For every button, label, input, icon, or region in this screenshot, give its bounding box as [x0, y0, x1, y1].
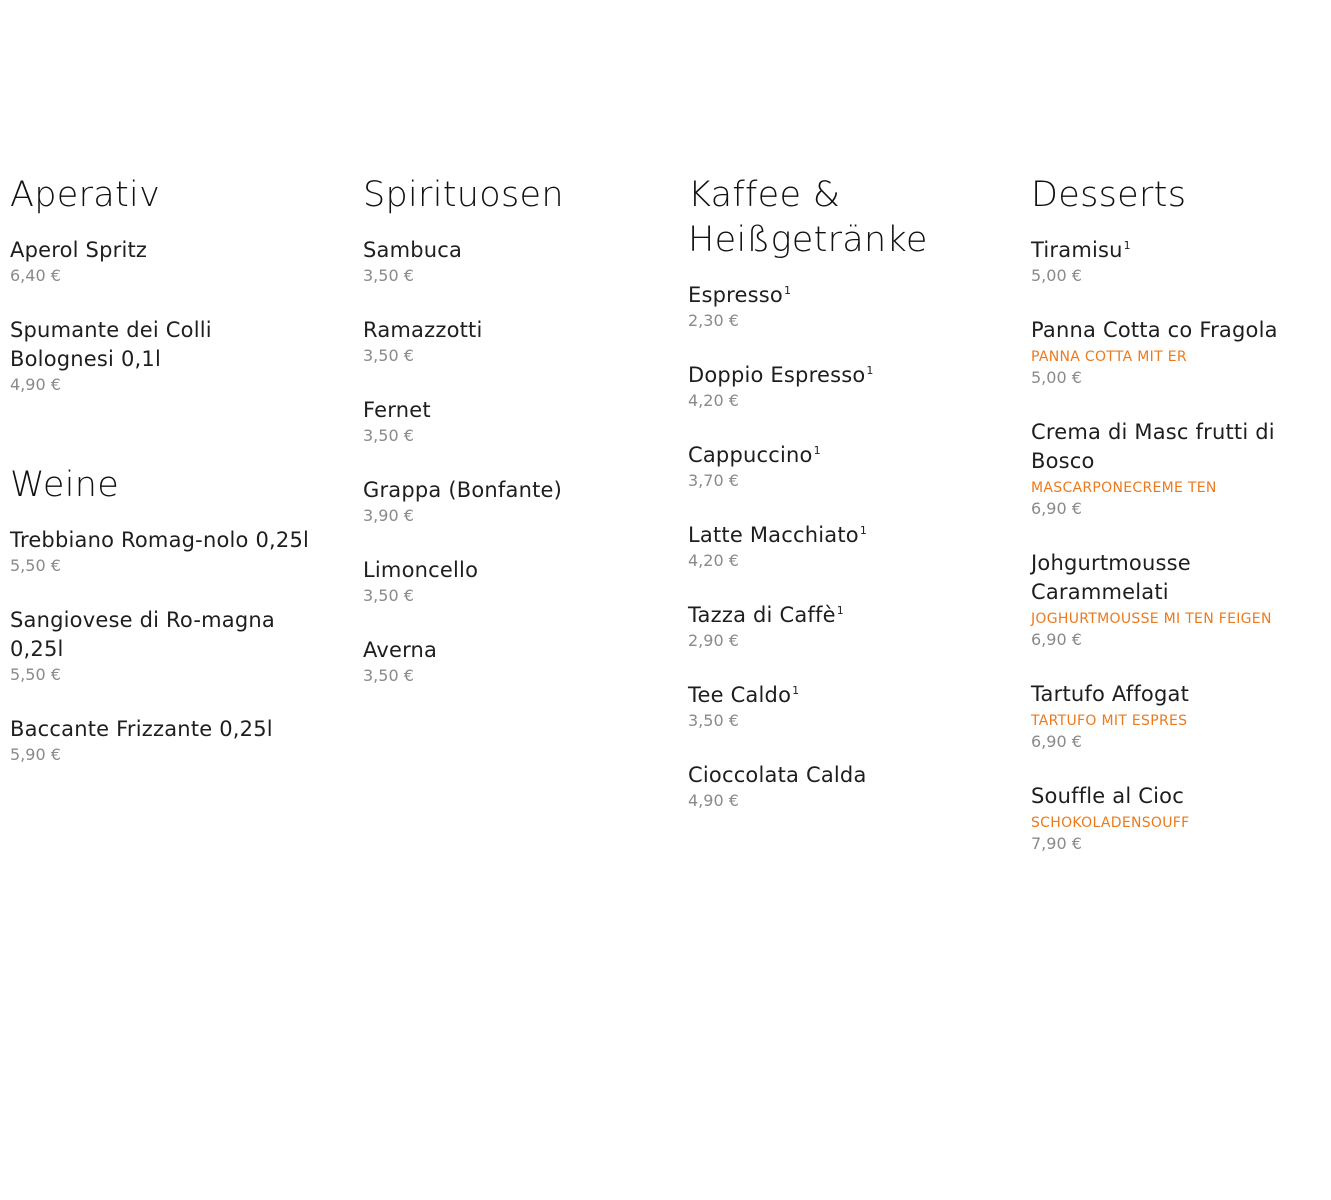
- menu-item: [688, 761, 988, 811]
- menu-item-price: 4,20 €: [688, 551, 739, 570]
- menu-item-name-text: Spumante dei Colli Bolognesi 0,1l: [10, 318, 212, 371]
- menu-item-price: 3,70 €: [688, 471, 739, 490]
- menu-item-name-text: Tazza di Caffè: [688, 603, 836, 627]
- section-desserts: [1031, 173, 1331, 854]
- menu-item: [1031, 782, 1331, 854]
- menu-item-name: [688, 281, 988, 310]
- menu-item: [688, 281, 988, 331]
- menu-item-name: [10, 316, 310, 374]
- menu-item-name: [688, 441, 988, 470]
- menu-item: [10, 236, 310, 286]
- menu-item-price: 3,50 €: [363, 666, 414, 685]
- menu-item-name: [10, 715, 310, 744]
- menu-item-description: JOGHURTMOUSSE MI TEN FEIGEN: [1031, 611, 1272, 627]
- menu-item: [363, 236, 653, 286]
- menu-item: [688, 361, 988, 411]
- menu-item-price: 3,50 €: [363, 586, 414, 605]
- menu-item-price: 3,50 €: [363, 426, 414, 445]
- menu-item-name: [10, 526, 310, 555]
- menu-item-price: 5,50 €: [10, 665, 61, 684]
- menu-items-kaffee: [688, 281, 988, 811]
- allergen-footnote-marker: 1: [813, 444, 821, 457]
- menu-item: [1031, 418, 1331, 519]
- menu-item-price: 2,30 €: [688, 311, 739, 330]
- column-spirituosen: [363, 173, 653, 716]
- menu-item-description: SCHOKOLADENSOUFF: [1031, 815, 1190, 831]
- section-title-kaffee: Kaffee & Heißgetränke: [688, 175, 928, 260]
- allergen-footnote-marker: 1: [836, 604, 844, 617]
- section-title-spirituosen: Spirituosen: [363, 175, 564, 215]
- allergen-footnote-marker: 1: [1123, 239, 1131, 252]
- menu-item-name: [688, 761, 988, 790]
- menu-item: [10, 715, 310, 765]
- menu-item: [1031, 316, 1331, 388]
- menu-item-name-text: Averna: [363, 638, 438, 662]
- menu-item-price: 5,00 €: [1031, 266, 1082, 285]
- menu-item-name-text: Sangiovese di Ro-magna 0,25l: [10, 608, 275, 661]
- menu-item: [10, 316, 310, 395]
- menu-item: [10, 606, 310, 685]
- menu-item-name: [363, 556, 653, 585]
- allergen-footnote-marker: 1: [783, 284, 792, 297]
- allergen-footnote-marker: 1: [859, 524, 868, 537]
- menu-item-name: [1031, 680, 1331, 709]
- menu-item-price: 3,50 €: [363, 266, 414, 285]
- menu-item-name-text: Doppio Espresso: [688, 363, 866, 387]
- menu-item-name-text: Espresso: [688, 283, 783, 307]
- menu-items-desserts: [1031, 236, 1331, 854]
- menu-item-price: 6,90 €: [1031, 499, 1082, 518]
- menu-item-name: [688, 521, 988, 550]
- section-title-aperativ: Aperativ: [10, 175, 161, 215]
- menu-item-price: 3,90 €: [363, 506, 414, 525]
- menu-item-name: [1031, 316, 1331, 345]
- menu-item-description: TARTUFO MIT ESPRES: [1031, 713, 1188, 729]
- menu-item: [688, 521, 988, 571]
- menu-item-name-text: Baccante Frizzante 0,25l: [10, 717, 273, 741]
- menu-item-price: 6,40 €: [10, 266, 61, 285]
- menu-item: [363, 476, 653, 526]
- menu-item-name-text: Trebbiano Romag-nolo 0,25l: [10, 528, 310, 552]
- menu-item: [1031, 236, 1331, 286]
- menu-item: [1031, 680, 1331, 752]
- menu-item-name: [363, 236, 653, 265]
- menu-item-name: [1031, 236, 1331, 265]
- column-kaffee: [688, 173, 988, 841]
- menu-item-price: 4,90 €: [10, 375, 61, 394]
- menu-item-name-text: Tee Caldo: [688, 683, 792, 707]
- menu-item-name: [688, 681, 988, 710]
- section-kaffee: [688, 173, 988, 811]
- menu-item-name-text: Cioccolata Calda: [688, 763, 867, 787]
- menu-items-aperativ: [10, 236, 310, 395]
- menu-item: [1031, 549, 1331, 650]
- menu-item-name: [363, 316, 653, 345]
- menu-item-name-text: Cappuccino: [688, 443, 813, 467]
- menu-item-name-text: Souffle al Cioc: [1031, 784, 1184, 808]
- menu-item: [363, 636, 653, 686]
- menu-item-name: [688, 361, 988, 390]
- menu-item-name-text: Limoncello: [363, 558, 479, 582]
- menu-item-description: PANNA COTTA MIT ER: [1031, 349, 1187, 365]
- menu-item-name-text: Crema di Masc frutti di Bosco: [1031, 420, 1275, 473]
- menu-item-name-text: Grappa (Bonfante): [363, 478, 563, 502]
- menu-item-name-text: Latte Macchiato: [688, 523, 859, 547]
- menu-item: [363, 396, 653, 446]
- menu-item-price: 3,50 €: [363, 346, 414, 365]
- menu-item-name-text: Tartufo Affogat: [1031, 682, 1189, 706]
- menu-items-weine: [10, 526, 310, 765]
- menu-item: [363, 316, 653, 366]
- menu-item-name-text: Ramazzotti: [363, 318, 483, 342]
- menu-item-name: [10, 606, 310, 664]
- allergen-footnote-marker: 1: [866, 364, 874, 377]
- section-weine: [10, 463, 310, 765]
- menu-item-price: 4,20 €: [688, 391, 739, 410]
- menu-item-price: 3,50 €: [688, 711, 739, 730]
- menu-item: [688, 681, 988, 731]
- menu-item-name-text: Tiramisu: [1031, 238, 1123, 262]
- menu-item: [688, 601, 988, 651]
- menu-item-name: [1031, 549, 1331, 607]
- menu-item-name-text: Fernet: [363, 398, 431, 422]
- menu-item-name-text: Sambuca: [363, 238, 463, 262]
- menu-item-price: 4,90 €: [688, 791, 739, 810]
- menu-items-spirituosen: [363, 236, 653, 686]
- menu-item-name: [363, 476, 653, 505]
- menu-item-name-text: Panna Cotta co Fragola: [1031, 318, 1278, 342]
- section-aperativ: [10, 173, 310, 395]
- menu-item-price: 5,50 €: [10, 556, 61, 575]
- menu-item-name-text: Johgurtmousse Carammelati: [1031, 551, 1191, 604]
- menu-item-name: [1031, 418, 1331, 476]
- menu-item: [10, 526, 310, 576]
- section-title-weine: Weine: [10, 465, 120, 505]
- column-aperativ-weine: [10, 173, 310, 795]
- menu-item-name: [1031, 782, 1331, 811]
- menu-item-name: [10, 236, 310, 265]
- column-desserts: [1031, 173, 1331, 884]
- menu-item-name-text: Aperol Spritz: [10, 238, 148, 262]
- menu-item-price: 6,90 €: [1031, 732, 1082, 751]
- menu-item: [688, 441, 988, 491]
- menu-item-description: MASCARPONECREME TEN: [1031, 480, 1217, 496]
- menu-item-price: 5,90 €: [10, 745, 61, 764]
- menu-item: [363, 556, 653, 606]
- allergen-footnote-marker: 1: [792, 684, 800, 697]
- section-spirituosen: [363, 173, 653, 686]
- menu-item-price: 6,90 €: [1031, 630, 1082, 649]
- menu-item-name: [688, 601, 988, 630]
- menu-item-price: 5,00 €: [1031, 368, 1082, 387]
- menu-item-name: [363, 636, 653, 665]
- menu-item-price: 7,90 €: [1031, 834, 1082, 853]
- menu-item-name: [363, 396, 653, 425]
- menu-item-price: 2,90 €: [688, 631, 739, 650]
- section-title-desserts: Desserts: [1031, 175, 1187, 215]
